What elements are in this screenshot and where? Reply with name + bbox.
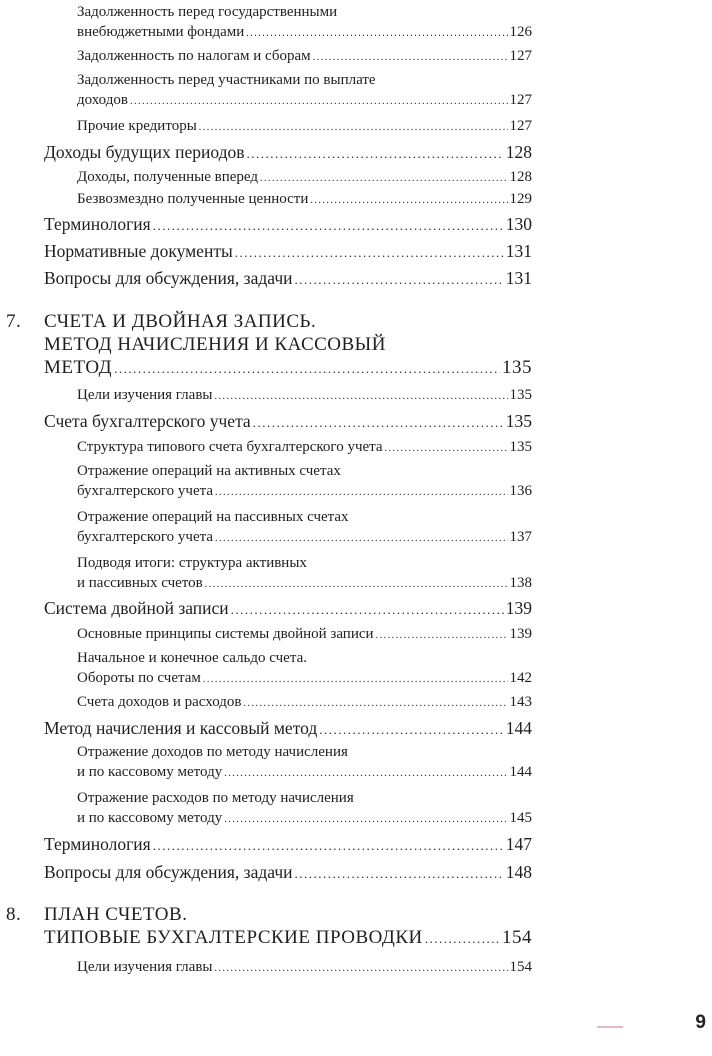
page-reference: 137 [509, 529, 532, 545]
toc-chapter [6, 903, 532, 950]
dot-leader [153, 834, 504, 857]
dot-leader [295, 862, 504, 885]
dot-leader [203, 670, 508, 690]
entry-title-line: бухгалтерского учета [77, 529, 214, 545]
page-reference: 135 [509, 439, 532, 455]
entry-title-line: и по кассовому методу [77, 810, 223, 826]
page-reference: 131 [505, 268, 532, 288]
page-reference: 139 [505, 598, 532, 618]
entry-title-line: Доходы, полученные вперед [77, 169, 258, 185]
entry-title-line: Счета доходов и расходов [77, 694, 242, 710]
entry-title-line: Структура типового счета бухгалтерского учета [77, 439, 383, 455]
entry-title-line: Подводя итоги: структура активных [77, 555, 307, 571]
entry-title-line: и по кассовому методу [77, 764, 223, 780]
dot-leader [205, 575, 508, 595]
dot-leader [310, 191, 507, 211]
entry-title-line: Безвозмездно полученные ценности [77, 191, 309, 207]
dot-leader [224, 764, 507, 784]
entry-title-line: бухгалтерского учета [77, 483, 214, 499]
toc-section [44, 717, 532, 741]
entry-title-line: Отражение операций на пассивных счетах [77, 509, 349, 525]
toc-subsection [77, 648, 532, 690]
entry-title-line: Прочие кредиторы [77, 118, 197, 134]
entry-title-line: Основные принципы системы двойной записи [77, 626, 374, 642]
entry-title-line: СЧЕТА И ДВОЙНАЯ ЗАПИСЬ. [44, 311, 317, 332]
entry-title-line: Метод начисления и кассовый метод [44, 718, 318, 738]
toc-section [44, 410, 532, 434]
dot-leader [114, 357, 500, 380]
page-reference: 129 [509, 191, 532, 207]
entry-title-line: Нормативные документы [44, 241, 233, 261]
page-reference: 127 [509, 48, 532, 64]
page-reference: 127 [509, 118, 532, 134]
toc-subsection [77, 46, 532, 68]
toc-section [44, 213, 532, 237]
toc-section [44, 141, 532, 165]
entry-title-line: доходов [77, 92, 128, 108]
entry-title-line: Задолженность по налогам и сборам [77, 48, 311, 64]
entry-title-line: ПЛАН СЧЕТОВ. [44, 904, 188, 925]
chapter-number: 7. [6, 311, 22, 332]
entry-title-line: Цели изучения главы [77, 959, 213, 975]
entry-title-line: Задолженность перед государственными [77, 4, 338, 20]
toc-section [44, 597, 532, 621]
entry-title-line: Доходы будущих периодов [44, 142, 245, 162]
dot-leader [153, 214, 504, 237]
toc-subsection [77, 385, 532, 407]
entry-title-line: Терминология [44, 214, 151, 234]
page-reference: 135 [505, 411, 532, 431]
toc-subsection [77, 2, 532, 44]
entry-title-line: ТИПОВЫЕ БУХГАЛТЕРСКИЕ ПРОВОДКИ [44, 927, 423, 948]
dot-leader [215, 483, 507, 503]
dot-leader [313, 48, 508, 68]
dot-leader [246, 24, 507, 44]
page-reference: 142 [509, 670, 532, 686]
entry-title-line: Задолженность перед участниками по выплате [77, 72, 376, 88]
page-reference: 154 [502, 927, 532, 948]
toc-subsection [77, 167, 532, 189]
toc-subsection [77, 553, 532, 595]
entry-title-line: Вопросы для обсуждения, задачи [44, 268, 293, 288]
page-reference: 147 [505, 834, 532, 854]
dot-leader [130, 92, 508, 112]
page-reference: 145 [509, 810, 532, 826]
page-reference: 139 [509, 626, 532, 642]
page-reference: 131 [505, 241, 532, 261]
entry-title-line: МЕТОД НАЧИСЛЕНИЯ И КАССОВЫЙ [44, 334, 386, 355]
page-reference: 135 [502, 357, 532, 378]
dot-leader [295, 268, 504, 291]
dot-leader [199, 118, 508, 138]
dot-leader [215, 529, 507, 549]
entry-title-line: Обороты по счетам [77, 670, 201, 686]
dot-leader [215, 387, 508, 407]
toc-subsection [77, 507, 532, 549]
dot-leader [235, 241, 504, 264]
dot-leader [224, 810, 507, 830]
page-reference: 127 [509, 92, 532, 108]
entry-title-line: Система двойной записи [44, 598, 229, 618]
entry-title-line: Отражение доходов по методу начисления [77, 744, 348, 760]
toc-section [44, 267, 532, 291]
page-reference: 144 [505, 718, 532, 738]
entry-title-line: Начальное и конечное сальдо счета. [77, 650, 307, 666]
entry-title-line: Отражение расходов по методу начисления [77, 790, 354, 806]
toc-subsection [77, 692, 532, 714]
dot-leader [319, 718, 503, 741]
toc-subsection [77, 70, 532, 112]
toc-subsection [77, 189, 532, 211]
toc-subsection [77, 461, 532, 503]
toc-subsection [77, 437, 532, 459]
decorative-mark [597, 1020, 623, 1028]
page-reference: 144 [509, 764, 532, 780]
toc-subsection [77, 624, 532, 646]
toc-section [44, 833, 532, 857]
page-reference: 154 [509, 959, 532, 975]
dot-leader [385, 439, 508, 459]
page-reference: 148 [505, 862, 532, 882]
page-reference: 128 [509, 169, 532, 185]
page-reference: 128 [505, 142, 532, 162]
entry-title-line: Вопросы для обсуждения, задачи [44, 862, 293, 882]
toc-subsection [77, 116, 532, 138]
page-reference: 138 [509, 575, 532, 591]
entry-title-line: внебюджетными фондами [77, 24, 245, 40]
dot-leader [231, 598, 504, 621]
entry-title-line: и пассивных счетов [77, 575, 203, 591]
page-reference: 143 [509, 694, 532, 710]
page-reference: 126 [509, 24, 532, 40]
page-reference: 136 [509, 483, 532, 499]
toc-subsection [77, 742, 532, 784]
dot-leader [215, 959, 508, 979]
dot-leader [253, 411, 504, 434]
entry-title-line: Терминология [44, 834, 151, 854]
entry-title-line: Счета бухгалтерского учета [44, 411, 251, 431]
dot-leader [260, 169, 508, 189]
dot-leader [247, 142, 504, 165]
toc-section [44, 861, 532, 885]
entry-title-line: Цели изучения главы [77, 387, 213, 403]
entry-title-line: МЕТОД [44, 357, 113, 378]
page-reference: 130 [505, 214, 532, 234]
dot-leader [243, 694, 507, 714]
chapter-number: 8. [6, 904, 22, 925]
entry-title-line: Отражение операций на активных счетах [77, 463, 341, 479]
dot-leader [376, 626, 508, 646]
toc-subsection [77, 788, 532, 830]
page-number: 9 [695, 1012, 706, 1033]
toc-chapter [6, 310, 532, 380]
toc-section [44, 240, 532, 264]
dot-leader [425, 927, 500, 950]
toc-subsection [77, 957, 532, 979]
page-reference: 135 [509, 387, 532, 403]
